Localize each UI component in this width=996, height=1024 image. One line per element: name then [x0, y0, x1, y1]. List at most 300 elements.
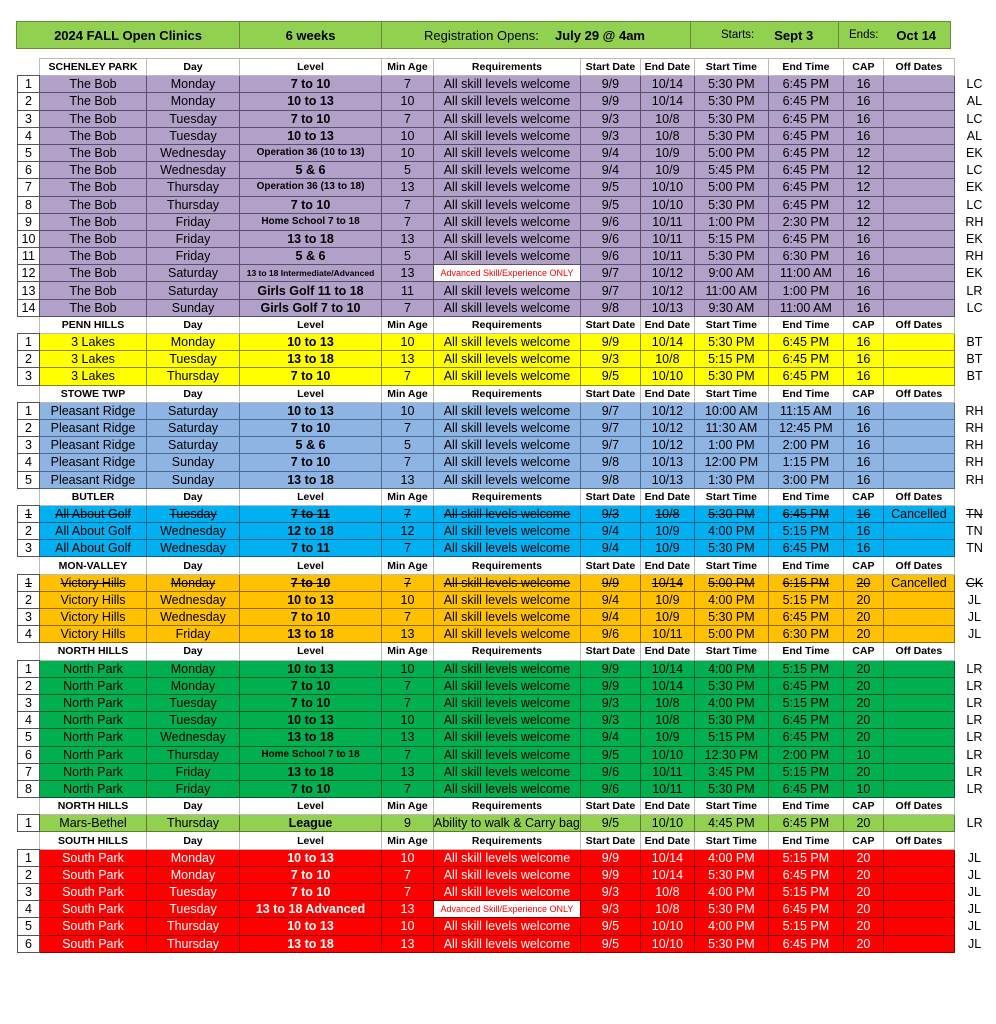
end-time: 6:45 PM: [768, 334, 843, 351]
banner-title: 2024 FALL Open Clinics: [17, 22, 240, 48]
cap: 16: [843, 540, 883, 557]
start-time: 5:30 PM: [694, 901, 768, 918]
column-header-min-age: Min Age: [382, 488, 434, 505]
cap: 16: [843, 471, 883, 488]
cap: 20: [843, 591, 883, 608]
min-age: 7: [382, 866, 434, 883]
start-time: 5:30 PM: [694, 196, 768, 213]
min-age: 10: [382, 849, 434, 866]
min-age: 7: [382, 609, 434, 626]
location: North Park: [40, 729, 147, 746]
column-header-day: Day: [147, 798, 240, 815]
clinic-row: [18, 763, 995, 780]
clinic-row: [18, 402, 995, 419]
requirements: All skill levels welcome: [434, 230, 581, 247]
region-name: STOWE TWP: [40, 385, 147, 402]
location: The Bob: [40, 282, 147, 299]
min-age: 13: [382, 901, 434, 918]
location: All About Golf: [40, 505, 147, 522]
instructor-initials: LR: [954, 746, 994, 763]
level: 13 to 18: [240, 935, 382, 952]
cap: 20: [843, 694, 883, 711]
end-time: 6:30 PM: [768, 248, 843, 265]
clinic-row: [18, 127, 995, 144]
blank-cell: [18, 832, 40, 849]
clinic-row: [18, 93, 995, 110]
requirements: All skill levels welcome: [434, 127, 581, 144]
day: Tuesday: [147, 712, 240, 729]
requirements: Advanced Skill/Experience ONLY: [434, 265, 581, 282]
column-header-end-time: End Time: [768, 59, 843, 76]
level: 7 to 10: [240, 196, 382, 213]
column-header-requirements: Requirements: [434, 832, 581, 849]
min-age: 12: [382, 523, 434, 540]
cap: 20: [843, 849, 883, 866]
instructor-initials: EK: [954, 230, 994, 247]
off-dates: [883, 523, 954, 540]
level: 7 to 10: [240, 694, 382, 711]
instructor-initials: JL: [954, 866, 994, 883]
end-date: 10/13: [640, 299, 694, 316]
end-time: 5:15 PM: [768, 694, 843, 711]
location: Victory Hills: [40, 609, 147, 626]
row-number: 3: [18, 884, 40, 901]
start-time: 5:30 PM: [694, 93, 768, 110]
start-date: 9/7: [580, 282, 640, 299]
start-time: 5:00 PM: [694, 144, 768, 161]
end-date: 10/12: [640, 265, 694, 282]
location: The Bob: [40, 110, 147, 127]
day: Tuesday: [147, 884, 240, 901]
end-date: 10/13: [640, 471, 694, 488]
level: 7 to 10: [240, 866, 382, 883]
requirements: All skill levels welcome: [434, 93, 581, 110]
day: Wednesday: [147, 609, 240, 626]
row-number: 3: [18, 368, 40, 385]
location: The Bob: [40, 196, 147, 213]
requirements: All skill levels welcome: [434, 746, 581, 763]
end-time: 1:00 PM: [768, 282, 843, 299]
row-number: 13: [18, 282, 40, 299]
location: 3 Lakes: [40, 368, 147, 385]
clinic-row: [18, 866, 995, 883]
clinic-row: [18, 144, 995, 161]
instructor-initials: TN: [954, 505, 994, 522]
min-age: 7: [382, 368, 434, 385]
location: The Bob: [40, 230, 147, 247]
column-header-level: Level: [240, 832, 382, 849]
requirements: All skill levels welcome: [434, 454, 581, 471]
row-number: 8: [18, 196, 40, 213]
day: Thursday: [147, 918, 240, 935]
location: Pleasant Ridge: [40, 454, 147, 471]
end-time: 6:45 PM: [768, 127, 843, 144]
cap: 16: [843, 127, 883, 144]
cap: 16: [843, 419, 883, 436]
requirements: All skill levels welcome: [434, 334, 581, 351]
blank-cell: [18, 59, 40, 76]
end-time: 6:45 PM: [768, 230, 843, 247]
row-number: 3: [18, 110, 40, 127]
min-age: 13: [382, 729, 434, 746]
starts-label: Starts:: [721, 29, 755, 41]
min-age: 13: [382, 230, 434, 247]
location: All About Golf: [40, 540, 147, 557]
level: 10 to 13: [240, 93, 382, 110]
off-dates: [883, 540, 954, 557]
column-header-level: Level: [240, 59, 382, 76]
location: South Park: [40, 884, 147, 901]
requirements: All skill levels welcome: [434, 196, 581, 213]
column-header-min-age: Min Age: [382, 59, 434, 76]
end-date: 10/10: [640, 935, 694, 952]
off-dates: [883, 334, 954, 351]
level: 13 to 18 Intermediate/Advanced: [240, 265, 382, 282]
blank-cell: [954, 488, 994, 505]
location: South Park: [40, 935, 147, 952]
start-date: 9/4: [580, 609, 640, 626]
day: Friday: [147, 213, 240, 230]
off-dates: [883, 918, 954, 935]
day: Wednesday: [147, 523, 240, 540]
requirements: All skill levels welcome: [434, 419, 581, 436]
row-number: 6: [18, 935, 40, 952]
requirements: All skill levels welcome: [434, 729, 581, 746]
row-number: 3: [18, 609, 40, 626]
start-time: 5:30 PM: [694, 935, 768, 952]
min-age: 7: [382, 299, 434, 316]
off-dates: [883, 368, 954, 385]
start-time: 5:30 PM: [694, 866, 768, 883]
instructor-initials: EK: [954, 179, 994, 196]
row-number: 3: [18, 694, 40, 711]
clinic-row: [18, 918, 995, 935]
min-age: 10: [382, 712, 434, 729]
column-header-off-dates: Off Dates: [883, 832, 954, 849]
clinic-row: [18, 471, 995, 488]
start-date: 9/9: [580, 334, 640, 351]
requirements: All skill levels welcome: [434, 437, 581, 454]
requirements: Advanced Skill/Experience ONLY: [434, 901, 581, 918]
column-header-end-date: End Date: [640, 316, 694, 333]
column-header-end-date: End Date: [640, 385, 694, 402]
column-header-end-date: End Date: [640, 557, 694, 574]
clinic-row: [18, 712, 995, 729]
location: The Bob: [40, 127, 147, 144]
end-time: 5:15 PM: [768, 660, 843, 677]
min-age: 13: [382, 935, 434, 952]
location: The Bob: [40, 213, 147, 230]
column-header-cap: CAP: [843, 488, 883, 505]
cap: 16: [843, 523, 883, 540]
cap: 16: [843, 334, 883, 351]
column-header-cap: CAP: [843, 385, 883, 402]
column-header-requirements: Requirements: [434, 643, 581, 660]
start-date: 9/3: [580, 884, 640, 901]
cap: 16: [843, 265, 883, 282]
end-time: 6:45 PM: [768, 144, 843, 161]
start-date: 9/5: [580, 746, 640, 763]
instructor-initials: LR: [954, 694, 994, 711]
end-date: 10/8: [640, 884, 694, 901]
clinic-row: [18, 609, 995, 626]
clinic-row: [18, 299, 995, 316]
end-time: 11:00 AM: [768, 299, 843, 316]
location: South Park: [40, 901, 147, 918]
min-age: 13: [382, 626, 434, 643]
blank-cell: [18, 798, 40, 815]
end-time: 6:45 PM: [768, 609, 843, 626]
cap: 16: [843, 351, 883, 368]
row-number: 1: [18, 402, 40, 419]
instructor-initials: LR: [954, 729, 994, 746]
min-age: 7: [382, 884, 434, 901]
requirements: All skill levels welcome: [434, 505, 581, 522]
instructor-initials: JL: [954, 849, 994, 866]
start-time: 5:30 PM: [694, 609, 768, 626]
end-date: 10/12: [640, 402, 694, 419]
cap: 10: [843, 746, 883, 763]
row-number: 4: [18, 901, 40, 918]
cap: 12: [843, 213, 883, 230]
min-age: 5: [382, 162, 434, 179]
start-date: 9/8: [580, 299, 640, 316]
cap: 20: [843, 729, 883, 746]
instructor-initials: JL: [954, 918, 994, 935]
cap: 12: [843, 196, 883, 213]
start-date: 9/9: [580, 677, 640, 694]
off-dates: [883, 935, 954, 952]
location: The Bob: [40, 76, 147, 93]
region-name: BUTLER: [40, 488, 147, 505]
min-age: 5: [382, 437, 434, 454]
off-dates: [883, 815, 954, 832]
requirements: All skill levels welcome: [434, 626, 581, 643]
level: 10 to 13: [240, 918, 382, 935]
day: Friday: [147, 248, 240, 265]
end-time: 6:45 PM: [768, 677, 843, 694]
column-header-cap: CAP: [843, 557, 883, 574]
registration-label: Registration Opens:: [424, 27, 539, 43]
row-number: 9: [18, 213, 40, 230]
day: Saturday: [147, 282, 240, 299]
instructor-initials: TN: [954, 540, 994, 557]
clinic-row: [18, 884, 995, 901]
location: Victory Hills: [40, 574, 147, 591]
column-header-start-date: Start Date: [580, 557, 640, 574]
column-header-day: Day: [147, 316, 240, 333]
off-dates: [883, 901, 954, 918]
off-dates: Cancelled: [883, 574, 954, 591]
location: North Park: [40, 746, 147, 763]
end-time: 6:45 PM: [768, 901, 843, 918]
instructor-initials: RH: [954, 437, 994, 454]
level: 7 to 10: [240, 76, 382, 93]
instructor-initials: EK: [954, 144, 994, 161]
instructor-initials: LC: [954, 76, 994, 93]
instructor-initials: LR: [954, 763, 994, 780]
cap: 12: [843, 179, 883, 196]
start-time: 5:30 PM: [694, 368, 768, 385]
row-number: 2: [18, 591, 40, 608]
instructor-initials: BT: [954, 334, 994, 351]
level: 10 to 13: [240, 849, 382, 866]
day: Tuesday: [147, 901, 240, 918]
min-age: 10: [382, 660, 434, 677]
location: All About Golf: [40, 523, 147, 540]
cap: 16: [843, 76, 883, 93]
row-number: 4: [18, 626, 40, 643]
start-date: 9/3: [580, 712, 640, 729]
end-time: 6:30 PM: [768, 626, 843, 643]
requirements: All skill levels welcome: [434, 282, 581, 299]
min-age: 13: [382, 351, 434, 368]
end-date: 10/14: [640, 76, 694, 93]
row-number: 6: [18, 162, 40, 179]
section-header-row: [18, 798, 995, 815]
column-header-start-date: Start Date: [580, 59, 640, 76]
region-name: NORTH HILLS: [40, 798, 147, 815]
start-time: 4:45 PM: [694, 815, 768, 832]
end-date: 10/14: [640, 574, 694, 591]
instructor-initials: LC: [954, 162, 994, 179]
level: 7 to 10: [240, 884, 382, 901]
level: Operation 36 (13 to 18): [240, 179, 382, 196]
requirements: All skill levels welcome: [434, 935, 581, 952]
end-time: 6:45 PM: [768, 866, 843, 883]
level: 5 & 6: [240, 248, 382, 265]
cap: 10: [843, 780, 883, 797]
column-header-min-age: Min Age: [382, 798, 434, 815]
off-dates: [883, 694, 954, 711]
clinic-row: [18, 230, 995, 247]
blank-cell: [954, 557, 994, 574]
end-date: 10/14: [640, 677, 694, 694]
off-dates: [883, 144, 954, 161]
requirements: All skill levels welcome: [434, 402, 581, 419]
end-time: 5:15 PM: [768, 918, 843, 935]
instructor-initials: LR: [954, 780, 994, 797]
instructor-initials: RH: [954, 419, 994, 436]
location: South Park: [40, 849, 147, 866]
end-date: 10/11: [640, 763, 694, 780]
requirements: All skill levels welcome: [434, 609, 581, 626]
instructor-initials: BT: [954, 368, 994, 385]
blank-cell: [18, 316, 40, 333]
instructor-initials: TN: [954, 523, 994, 540]
end-time: 2:00 PM: [768, 437, 843, 454]
cap: 20: [843, 660, 883, 677]
column-header-min-age: Min Age: [382, 385, 434, 402]
start-time: 4:00 PM: [694, 523, 768, 540]
location: North Park: [40, 677, 147, 694]
level: Girls Golf 11 to 18: [240, 282, 382, 299]
min-age: 13: [382, 471, 434, 488]
instructor-initials: RH: [954, 471, 994, 488]
off-dates: [883, 248, 954, 265]
start-date: 9/9: [580, 574, 640, 591]
clinic-row: [18, 213, 995, 230]
instructor-initials: JL: [954, 901, 994, 918]
start-date: 9/6: [580, 763, 640, 780]
min-age: 10: [382, 144, 434, 161]
end-date: 10/12: [640, 437, 694, 454]
blank-cell: [18, 385, 40, 402]
column-header-level: Level: [240, 316, 382, 333]
level: 7 to 10: [240, 574, 382, 591]
end-time: 6:45 PM: [768, 351, 843, 368]
start-date: 9/4: [580, 523, 640, 540]
end-date: 10/10: [640, 815, 694, 832]
day: Thursday: [147, 935, 240, 952]
end-time: 6:45 PM: [768, 815, 843, 832]
start-date: 9/5: [580, 935, 640, 952]
off-dates: [883, 419, 954, 436]
day: Wednesday: [147, 162, 240, 179]
location: Pleasant Ridge: [40, 419, 147, 436]
blank-cell: [954, 643, 994, 660]
day: Wednesday: [147, 144, 240, 161]
instructor-initials: LC: [954, 299, 994, 316]
requirements: All skill levels welcome: [434, 248, 581, 265]
end-time: 6:45 PM: [768, 780, 843, 797]
instructor-initials: JL: [954, 884, 994, 901]
row-number: 3: [18, 540, 40, 557]
instructor-initials: LR: [954, 660, 994, 677]
end-date: 10/9: [640, 591, 694, 608]
day: Saturday: [147, 437, 240, 454]
start-date: 9/4: [580, 162, 640, 179]
end-time: 6:45 PM: [768, 162, 843, 179]
start-date: 9/4: [580, 591, 640, 608]
cap: 16: [843, 368, 883, 385]
end-time: 6:45 PM: [768, 76, 843, 93]
day: Friday: [147, 230, 240, 247]
level: 10 to 13: [240, 660, 382, 677]
requirements: Ability to walk & Carry bag: [434, 816, 580, 831]
off-dates: Cancelled: [883, 505, 954, 522]
location: 3 Lakes: [40, 334, 147, 351]
end-date: 10/8: [640, 712, 694, 729]
column-header-day: Day: [147, 557, 240, 574]
level: 7 to 10: [240, 368, 382, 385]
requirements: All skill levels welcome: [434, 213, 581, 230]
start-date: 9/4: [580, 540, 640, 557]
end-time: 6:45 PM: [768, 505, 843, 522]
column-header-cap: CAP: [843, 798, 883, 815]
end-date: 10/9: [640, 144, 694, 161]
end-date: 10/11: [640, 248, 694, 265]
start-date: 9/9: [580, 93, 640, 110]
instructor-initials: RH: [954, 248, 994, 265]
clinic-row: [18, 162, 995, 179]
end-date: 10/8: [640, 127, 694, 144]
day: Sunday: [147, 471, 240, 488]
cap: 16: [843, 505, 883, 522]
location: Pleasant Ridge: [40, 437, 147, 454]
end-time: 11:15 AM: [768, 402, 843, 419]
day: Monday: [147, 866, 240, 883]
instructor-initials: LR: [954, 282, 994, 299]
row-number: 1: [18, 574, 40, 591]
end-date: 10/14: [640, 93, 694, 110]
column-header-end-time: End Time: [768, 557, 843, 574]
end-date: 10/11: [640, 213, 694, 230]
location: North Park: [40, 712, 147, 729]
clinic-row: [18, 780, 995, 797]
location: Pleasant Ridge: [40, 402, 147, 419]
column-header-end-time: End Time: [768, 832, 843, 849]
